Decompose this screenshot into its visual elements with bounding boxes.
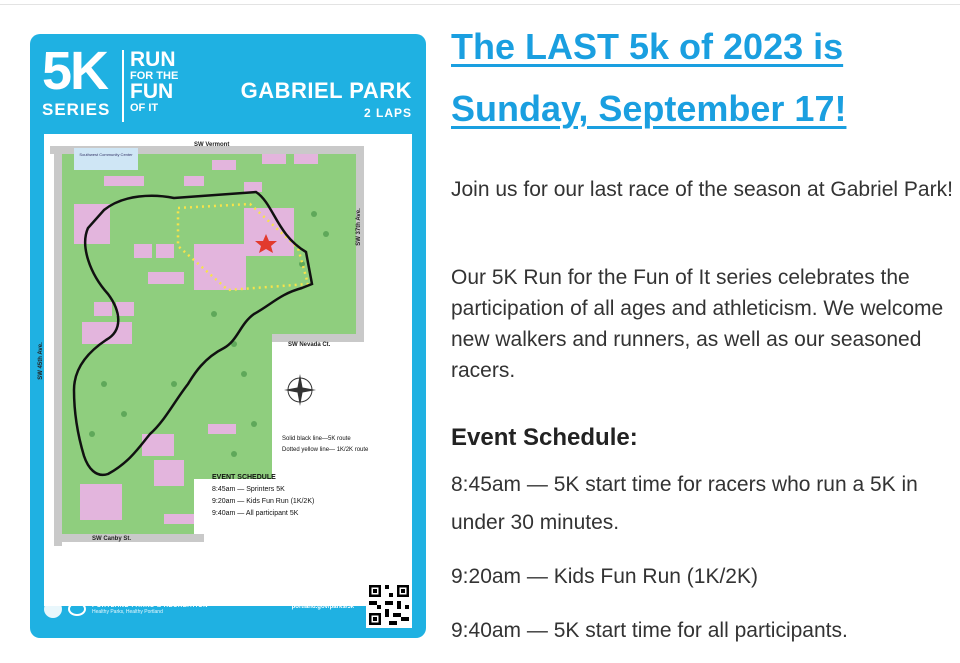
legend-dotted: Dotted yellow line— 1K/2K route [282, 447, 369, 453]
ball-field-4 [80, 484, 122, 520]
court [134, 244, 152, 258]
footer-register-text: View schedule and register online at [250, 595, 354, 601]
brand-5k: 5K [42, 41, 108, 101]
parking-2 [212, 160, 236, 170]
brand-series: SERIES [42, 100, 111, 119]
court-2 [156, 244, 174, 258]
flyer-footer-register [250, 594, 354, 612]
schedule-item: 9:20am — Kids Fun Run (1K/2K) [451, 565, 758, 588]
parking-4 [164, 514, 194, 524]
flyer-schedule-item: 9:20am — Kids Fun Run (1K/2K) [212, 498, 315, 505]
road-45th [54, 146, 62, 546]
brand-divider [122, 50, 124, 122]
tennis [148, 272, 184, 284]
schedule-item: 8:45am — 5K start time for racers who run a 5K in under 30 minutes. [451, 473, 918, 534]
flyer-schedule-item: 9:40am — All participant 5K [212, 510, 299, 517]
legend-solid: Solid black line—5K route [282, 436, 351, 442]
qr-code-icon [366, 582, 412, 628]
flyer-footer-org [44, 600, 208, 618]
basketball [244, 182, 262, 192]
label-45th: SW 45th Ave. [37, 342, 44, 380]
footer-tagline: Healthy Parks, Healthy Portland [92, 609, 163, 615]
city-seal-icon [44, 600, 62, 618]
label-vermont: SW Vermont [194, 142, 230, 148]
flyer-event-schedule [212, 472, 314, 520]
brand-run-for-fun [130, 50, 178, 114]
parking-3 [104, 176, 144, 186]
intro-paragraph: Join us for our last race of the season at Gabriel Park! [451, 178, 953, 201]
schedule-item: 9:40am — 5K start time for all participants. [451, 619, 848, 642]
park-map [37, 134, 412, 606]
brand-fun: FUN [130, 80, 174, 103]
footer-org-name: PORTLAND PARKS & RECREATION [92, 603, 208, 609]
label-community-center: Southwest Community Center [79, 152, 133, 157]
brand-for-the: FOR THE [130, 70, 179, 82]
description-paragraph: Our 5K Run for the Fun of It series celebrates the participation of all ages and athleticism. We welcome new walkers and runners, as well as our seasoned racers. [451, 266, 944, 382]
top-divider [0, 4, 960, 5]
flyer-schedule-item: 8:45am — Sprinters 5K [212, 486, 285, 493]
brand-run: RUN [130, 48, 176, 71]
label-canby: SW Canby St. [92, 536, 132, 542]
park-name: GABRIEL PARK [240, 78, 412, 103]
map-legend [282, 434, 368, 456]
label-37th: SW 37th Ave. [355, 208, 362, 246]
play-area [294, 154, 318, 164]
garden [154, 460, 184, 486]
parks-logo-icon [68, 602, 86, 616]
label-nevada: SW Nevada Ct. [288, 342, 331, 348]
event-headline[interactable]: The LAST 5k of 2023 is Sunday, September 17! [451, 26, 847, 129]
picnic [262, 154, 286, 164]
road-nevada [272, 334, 364, 342]
parking [184, 176, 204, 186]
brand-of-it: OF IT [130, 102, 159, 114]
flyer-schedule-title: EVENT SCHEDULE [212, 474, 276, 481]
race-flyer-image [30, 34, 426, 638]
park-laps: 2 LAPS [363, 106, 412, 120]
schedule-heading: Event Schedule: [451, 424, 638, 451]
water-play [208, 424, 236, 434]
footer-register-url: portland.gov/parks/5k [291, 604, 354, 610]
skate [94, 302, 112, 316]
